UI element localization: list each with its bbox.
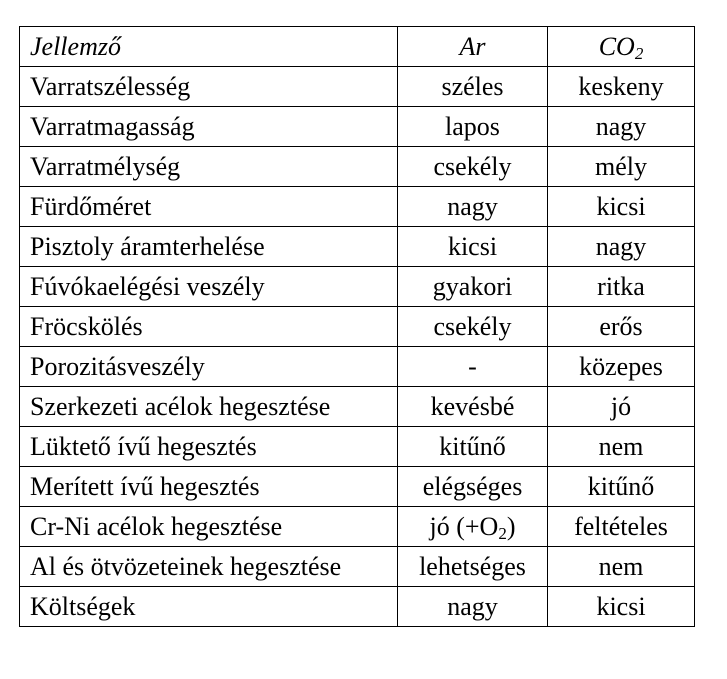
row-ar-value: nagy: [398, 187, 548, 227]
row-co2-value: kicsi: [548, 587, 695, 627]
table-row: [20, 67, 695, 107]
row-ar-value: csekély: [398, 147, 548, 187]
table-row: [20, 307, 695, 347]
row-ar-value: lehetséges: [398, 547, 548, 587]
table-row: [20, 587, 695, 627]
row-co2-value: közepes: [548, 347, 695, 387]
table-row: [20, 347, 695, 387]
row-feature: Porozitásveszély: [20, 347, 398, 387]
row-feature: Lüktető ívű hegesztés: [20, 427, 398, 467]
table-row: [20, 107, 695, 147]
row-feature: Al és ötvözeteinek hegesztése: [20, 547, 398, 587]
header-ar: Ar: [398, 27, 548, 67]
row-co2-value: mély: [548, 147, 695, 187]
row-feature: Fúvókaelégési veszély: [20, 267, 398, 307]
row-ar-value: lapos: [398, 107, 548, 147]
row-ar-value: széles: [398, 67, 548, 107]
row-ar-value-subscript: 2: [498, 523, 507, 543]
row-feature: Fürdőméret: [20, 187, 398, 227]
row-ar-value: nagy: [398, 587, 548, 627]
header-co2: [548, 27, 695, 67]
header-co2-base: CO: [598, 31, 635, 61]
row-co2-value: nagy: [548, 227, 695, 267]
row-co2-value: erős: [548, 307, 695, 347]
row-ar-value: kevésbé: [398, 387, 548, 427]
row-feature: Varratszélesség: [20, 67, 398, 107]
row-feature: Szerkezeti acélok hegesztése: [20, 387, 398, 427]
row-feature: Merített ívű hegesztés: [20, 467, 398, 507]
table-row: [20, 507, 695, 547]
table-row: [20, 147, 695, 187]
row-ar-value-text: jó (+O: [429, 511, 499, 541]
header-feature: Jellemző: [20, 27, 398, 67]
table-row: [20, 387, 695, 427]
table-row: [20, 467, 695, 507]
row-feature: Fröcskölés: [20, 307, 398, 347]
table-row: [20, 547, 695, 587]
row-co2-value: nem: [548, 547, 695, 587]
row-feature: Cr-Ni acélok hegesztése: [20, 507, 398, 547]
row-feature: Pisztoly áramterhelése: [20, 227, 398, 267]
row-ar-value: kicsi: [398, 227, 548, 267]
row-co2-value: nem: [548, 427, 695, 467]
row-co2-value: kicsi: [548, 187, 695, 227]
row-ar-value: elégséges: [398, 467, 548, 507]
row-co2-value: nagy: [548, 107, 695, 147]
row-co2-value: ritka: [548, 267, 695, 307]
row-ar-value: gyakori: [398, 267, 548, 307]
row-co2-value: keskeny: [548, 67, 695, 107]
table-row: [20, 267, 695, 307]
comparison-table: [19, 26, 695, 627]
row-co2-value: jó: [548, 387, 695, 427]
header-co2-subscript: 2: [634, 43, 644, 63]
table-row: [20, 187, 695, 227]
row-co2-value: feltételes: [548, 507, 695, 547]
row-feature: Varratmagasság: [20, 107, 398, 147]
row-co2-value: kitűnő: [548, 467, 695, 507]
row-ar-value: csekély: [398, 307, 548, 347]
row-feature: Költségek: [20, 587, 398, 627]
row-ar-value: kitűnő: [398, 427, 548, 467]
table-row: [20, 227, 695, 267]
table-header-row: [20, 27, 695, 67]
row-ar-value: [398, 507, 548, 547]
row-ar-value-suffix: ): [506, 511, 516, 541]
table-row: [20, 427, 695, 467]
row-feature: Varratmélység: [20, 147, 398, 187]
row-ar-value: -: [398, 347, 548, 387]
